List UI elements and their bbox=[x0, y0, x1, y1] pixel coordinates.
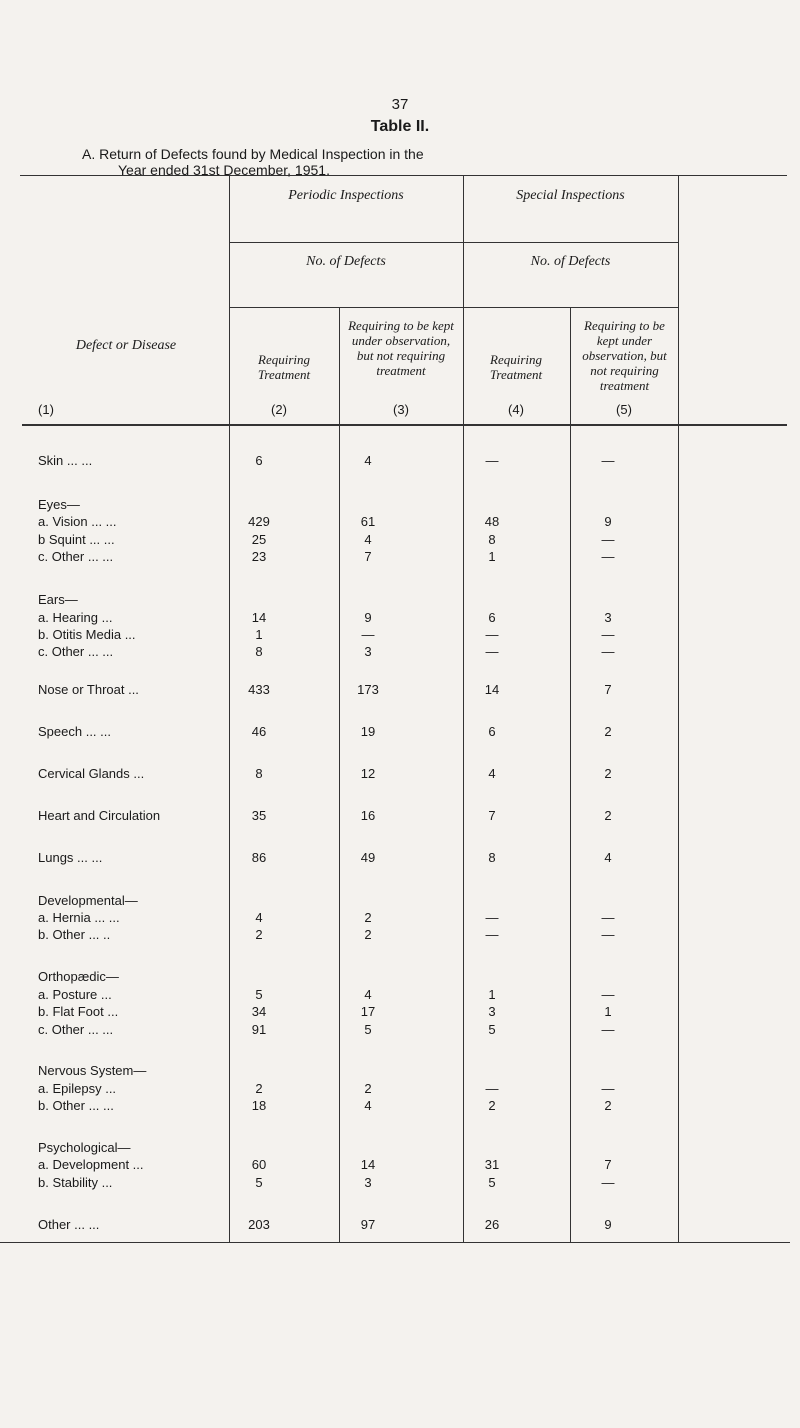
cell-col-2: 429 bbox=[248, 514, 270, 529]
table-row bbox=[0, 531, 800, 549]
cell-col-2: 2 bbox=[255, 927, 263, 942]
cell-col-5: 7 bbox=[604, 1157, 612, 1172]
row-label: b. Flat Foot ... bbox=[38, 1004, 119, 1019]
cell-col-3: 3 bbox=[364, 1175, 372, 1190]
header-no-defects-periodic: No. of Defects bbox=[306, 254, 386, 269]
row-label: a. Epilepsy ... bbox=[38, 1081, 117, 1096]
column-number-2: (2) bbox=[271, 402, 287, 417]
cell-col-2: 203 bbox=[248, 1217, 270, 1232]
cell-col-3: 12 bbox=[360, 766, 376, 781]
cell-col-2: 8 bbox=[255, 644, 263, 659]
cell-col-5: 3 bbox=[604, 610, 612, 625]
cell-col-4: 14 bbox=[484, 682, 500, 697]
row-label: a. Posture ... bbox=[38, 987, 112, 1002]
row-label: a. Hearing ... bbox=[38, 610, 113, 625]
cell-col-3: 2 bbox=[364, 1081, 372, 1096]
cell-col-4: 7 bbox=[488, 808, 496, 823]
cell-col-4: 8 bbox=[488, 532, 496, 547]
caption-line-2: Year ended 31st December, 1951. bbox=[118, 162, 330, 178]
row-label: c. Other ... ... bbox=[38, 549, 114, 564]
table-row bbox=[0, 1080, 800, 1098]
row-label: Heart and Circulation bbox=[38, 808, 161, 823]
table-row bbox=[0, 968, 800, 986]
table-row bbox=[0, 849, 800, 867]
cell-col-2: 6 bbox=[255, 453, 263, 468]
row-label: Eyes— bbox=[38, 497, 80, 512]
cell-col-3: 17 bbox=[360, 1004, 376, 1019]
cell-col-5: — bbox=[601, 1081, 615, 1096]
cell-col-4: 6 bbox=[488, 724, 496, 739]
header-bottom-border bbox=[22, 424, 787, 426]
row-label: Psychological— bbox=[38, 1140, 131, 1155]
cell-col-5: — bbox=[601, 532, 615, 547]
cell-col-4: — bbox=[485, 927, 499, 942]
cell-col-4: 8 bbox=[488, 850, 496, 865]
cell-col-4: 5 bbox=[488, 1022, 496, 1037]
cell-col-2: 2 bbox=[255, 1081, 263, 1096]
cell-col-3: 2 bbox=[364, 927, 372, 942]
table-top-border bbox=[20, 175, 787, 176]
table-row bbox=[0, 1062, 800, 1080]
cell-col-4: 26 bbox=[484, 1217, 500, 1232]
cell-col-4: — bbox=[485, 627, 499, 642]
table-row bbox=[0, 1003, 800, 1021]
cell-col-3: 14 bbox=[360, 1157, 376, 1172]
table-row bbox=[0, 1097, 800, 1115]
cell-col-4: 31 bbox=[484, 1157, 500, 1172]
table-row bbox=[0, 548, 800, 566]
cell-col-5: — bbox=[601, 987, 615, 1002]
header-defect-or-disease: Defect or Disease bbox=[75, 338, 177, 353]
table-row bbox=[0, 807, 800, 825]
cell-col-5: — bbox=[601, 910, 615, 925]
row-label: a. Vision ... ... bbox=[38, 514, 117, 529]
row-label: Developmental— bbox=[38, 893, 138, 908]
header-observation-periodic: Requiring to be kept under observation, but not requiring treatment bbox=[348, 318, 454, 378]
cell-col-5: 2 bbox=[604, 808, 612, 823]
row-label: c. Other ... ... bbox=[38, 644, 114, 659]
cell-col-5: 2 bbox=[604, 766, 612, 781]
header-periodic: Periodic Inspections bbox=[288, 188, 404, 203]
cell-col-3: 61 bbox=[360, 514, 376, 529]
cell-col-4: — bbox=[485, 910, 499, 925]
row-label: b Squint ... ... bbox=[38, 532, 115, 547]
cell-col-3: 173 bbox=[357, 682, 379, 697]
cell-col-4: — bbox=[485, 453, 499, 468]
cell-col-4: 6 bbox=[488, 610, 496, 625]
page-number: 37 bbox=[391, 96, 409, 113]
cell-col-2: 23 bbox=[251, 549, 267, 564]
cell-col-2: 1 bbox=[255, 627, 263, 642]
cell-col-3: 49 bbox=[360, 850, 376, 865]
cell-col-4: 4 bbox=[488, 766, 496, 781]
cell-col-3: 4 bbox=[364, 453, 372, 468]
row-label: b. Other ... ... bbox=[38, 1098, 114, 1113]
cell-col-2: 60 bbox=[251, 1157, 267, 1172]
table-row bbox=[0, 723, 800, 741]
cell-col-4: — bbox=[485, 1081, 499, 1096]
row-label: Speech ... ... bbox=[38, 724, 111, 739]
cell-col-2: 433 bbox=[248, 682, 270, 697]
row-label: Cervical Glands ... bbox=[38, 766, 145, 781]
cell-col-3: 9 bbox=[364, 610, 372, 625]
row-label: c. Other ... ... bbox=[38, 1022, 114, 1037]
cell-col-3: 2 bbox=[364, 910, 372, 925]
table-row bbox=[0, 643, 800, 661]
cell-col-5: — bbox=[601, 1022, 615, 1037]
table-row bbox=[0, 626, 800, 644]
cell-col-2: 5 bbox=[255, 987, 263, 1002]
cell-col-5: — bbox=[601, 549, 615, 564]
table-row bbox=[0, 1139, 800, 1157]
cell-col-2: 4 bbox=[255, 910, 263, 925]
table-row bbox=[0, 1216, 800, 1234]
row-label: b. Stability ... bbox=[38, 1175, 113, 1190]
cell-col-3: 7 bbox=[364, 549, 372, 564]
table-row bbox=[0, 1021, 800, 1039]
table-row bbox=[0, 909, 800, 927]
divider-group-heading bbox=[229, 242, 678, 243]
cell-col-5: 9 bbox=[604, 1217, 612, 1232]
header-requiring-treatment-special: Requiring Treatment bbox=[489, 352, 543, 382]
cell-col-5: — bbox=[601, 644, 615, 659]
header-no-defects-special: No. of Defects bbox=[530, 254, 611, 269]
cell-col-2: 8 bbox=[255, 766, 263, 781]
cell-col-3: 19 bbox=[360, 724, 376, 739]
cell-col-3: 5 bbox=[364, 1022, 372, 1037]
header-requiring-treatment-periodic: Requiring Treatment bbox=[257, 352, 311, 382]
column-number-1: (1) bbox=[38, 402, 54, 417]
table-row bbox=[0, 1174, 800, 1192]
cell-col-2: 34 bbox=[251, 1004, 267, 1019]
column-number-5: (5) bbox=[616, 402, 632, 417]
cell-col-4: 1 bbox=[488, 549, 496, 564]
caption-line-1: A. Return of Defects found by Medical Inspection in the bbox=[82, 146, 424, 162]
cell-col-2: 14 bbox=[251, 610, 267, 625]
cell-col-5: — bbox=[601, 1175, 615, 1190]
divider-subheading bbox=[229, 307, 678, 308]
row-label: b. Otitis Media ... bbox=[38, 627, 136, 642]
row-label: Skin ... ... bbox=[38, 453, 93, 468]
column-number-4: (4) bbox=[508, 402, 524, 417]
table-row bbox=[0, 452, 800, 470]
row-label: a. Hernia ... ... bbox=[38, 910, 120, 925]
cell-col-3: 4 bbox=[364, 532, 372, 547]
table-caption bbox=[82, 146, 424, 178]
row-label: Ears— bbox=[38, 592, 78, 607]
row-label: Lungs ... ... bbox=[38, 850, 103, 865]
cell-col-4: 5 bbox=[488, 1175, 496, 1190]
table-row bbox=[0, 513, 800, 531]
cell-col-2: 18 bbox=[251, 1098, 267, 1113]
cell-col-2: 25 bbox=[251, 532, 267, 547]
row-label: a. Development ... bbox=[38, 1157, 144, 1172]
row-label: Orthopædic— bbox=[38, 969, 119, 984]
table-row bbox=[0, 926, 800, 944]
header-special: Special Inspections bbox=[516, 188, 625, 203]
cell-col-5: — bbox=[601, 627, 615, 642]
table-bottom-border bbox=[0, 1242, 790, 1243]
cell-col-3: — bbox=[361, 627, 375, 642]
table-row bbox=[0, 1156, 800, 1174]
cell-col-2: 86 bbox=[251, 850, 267, 865]
cell-col-2: 46 bbox=[251, 724, 267, 739]
cell-col-5: 9 bbox=[604, 514, 612, 529]
cell-col-3: 3 bbox=[364, 644, 372, 659]
cell-col-4: 2 bbox=[488, 1098, 496, 1113]
cell-col-5: — bbox=[601, 453, 615, 468]
column-number-3: (3) bbox=[393, 402, 409, 417]
table-row bbox=[0, 591, 800, 609]
cell-col-4: 3 bbox=[488, 1004, 496, 1019]
cell-col-5: 4 bbox=[604, 850, 612, 865]
cell-col-4: 1 bbox=[488, 987, 496, 1002]
table-row bbox=[0, 609, 800, 627]
table-row bbox=[0, 765, 800, 783]
table-title: Table II. bbox=[370, 118, 430, 135]
cell-col-3: 16 bbox=[360, 808, 376, 823]
row-label: Other ... ... bbox=[38, 1217, 100, 1232]
cell-col-4: 48 bbox=[484, 514, 500, 529]
table-row bbox=[0, 496, 800, 514]
row-label: Nose or Throat ... bbox=[38, 682, 139, 697]
cell-col-4: — bbox=[485, 644, 499, 659]
header-observation-special: Requiring to be kept under observation, but not requiring treatment bbox=[582, 318, 667, 393]
cell-col-2: 35 bbox=[251, 808, 267, 823]
cell-col-3: 4 bbox=[364, 1098, 372, 1113]
row-label: Nervous System— bbox=[38, 1063, 147, 1078]
cell-col-3: 4 bbox=[364, 987, 372, 1002]
row-label: b. Other ... .. bbox=[38, 927, 111, 942]
table-row bbox=[0, 892, 800, 910]
cell-col-5: 2 bbox=[604, 1098, 612, 1113]
cell-col-5: 2 bbox=[604, 724, 612, 739]
cell-col-5: 7 bbox=[604, 682, 612, 697]
cell-col-5: 1 bbox=[604, 1004, 612, 1019]
table-row bbox=[0, 986, 800, 1004]
cell-col-2: 5 bbox=[255, 1175, 263, 1190]
cell-col-2: 91 bbox=[251, 1022, 267, 1037]
table-row bbox=[0, 681, 800, 699]
cell-col-3: 97 bbox=[360, 1217, 376, 1232]
cell-col-5: — bbox=[601, 927, 615, 942]
